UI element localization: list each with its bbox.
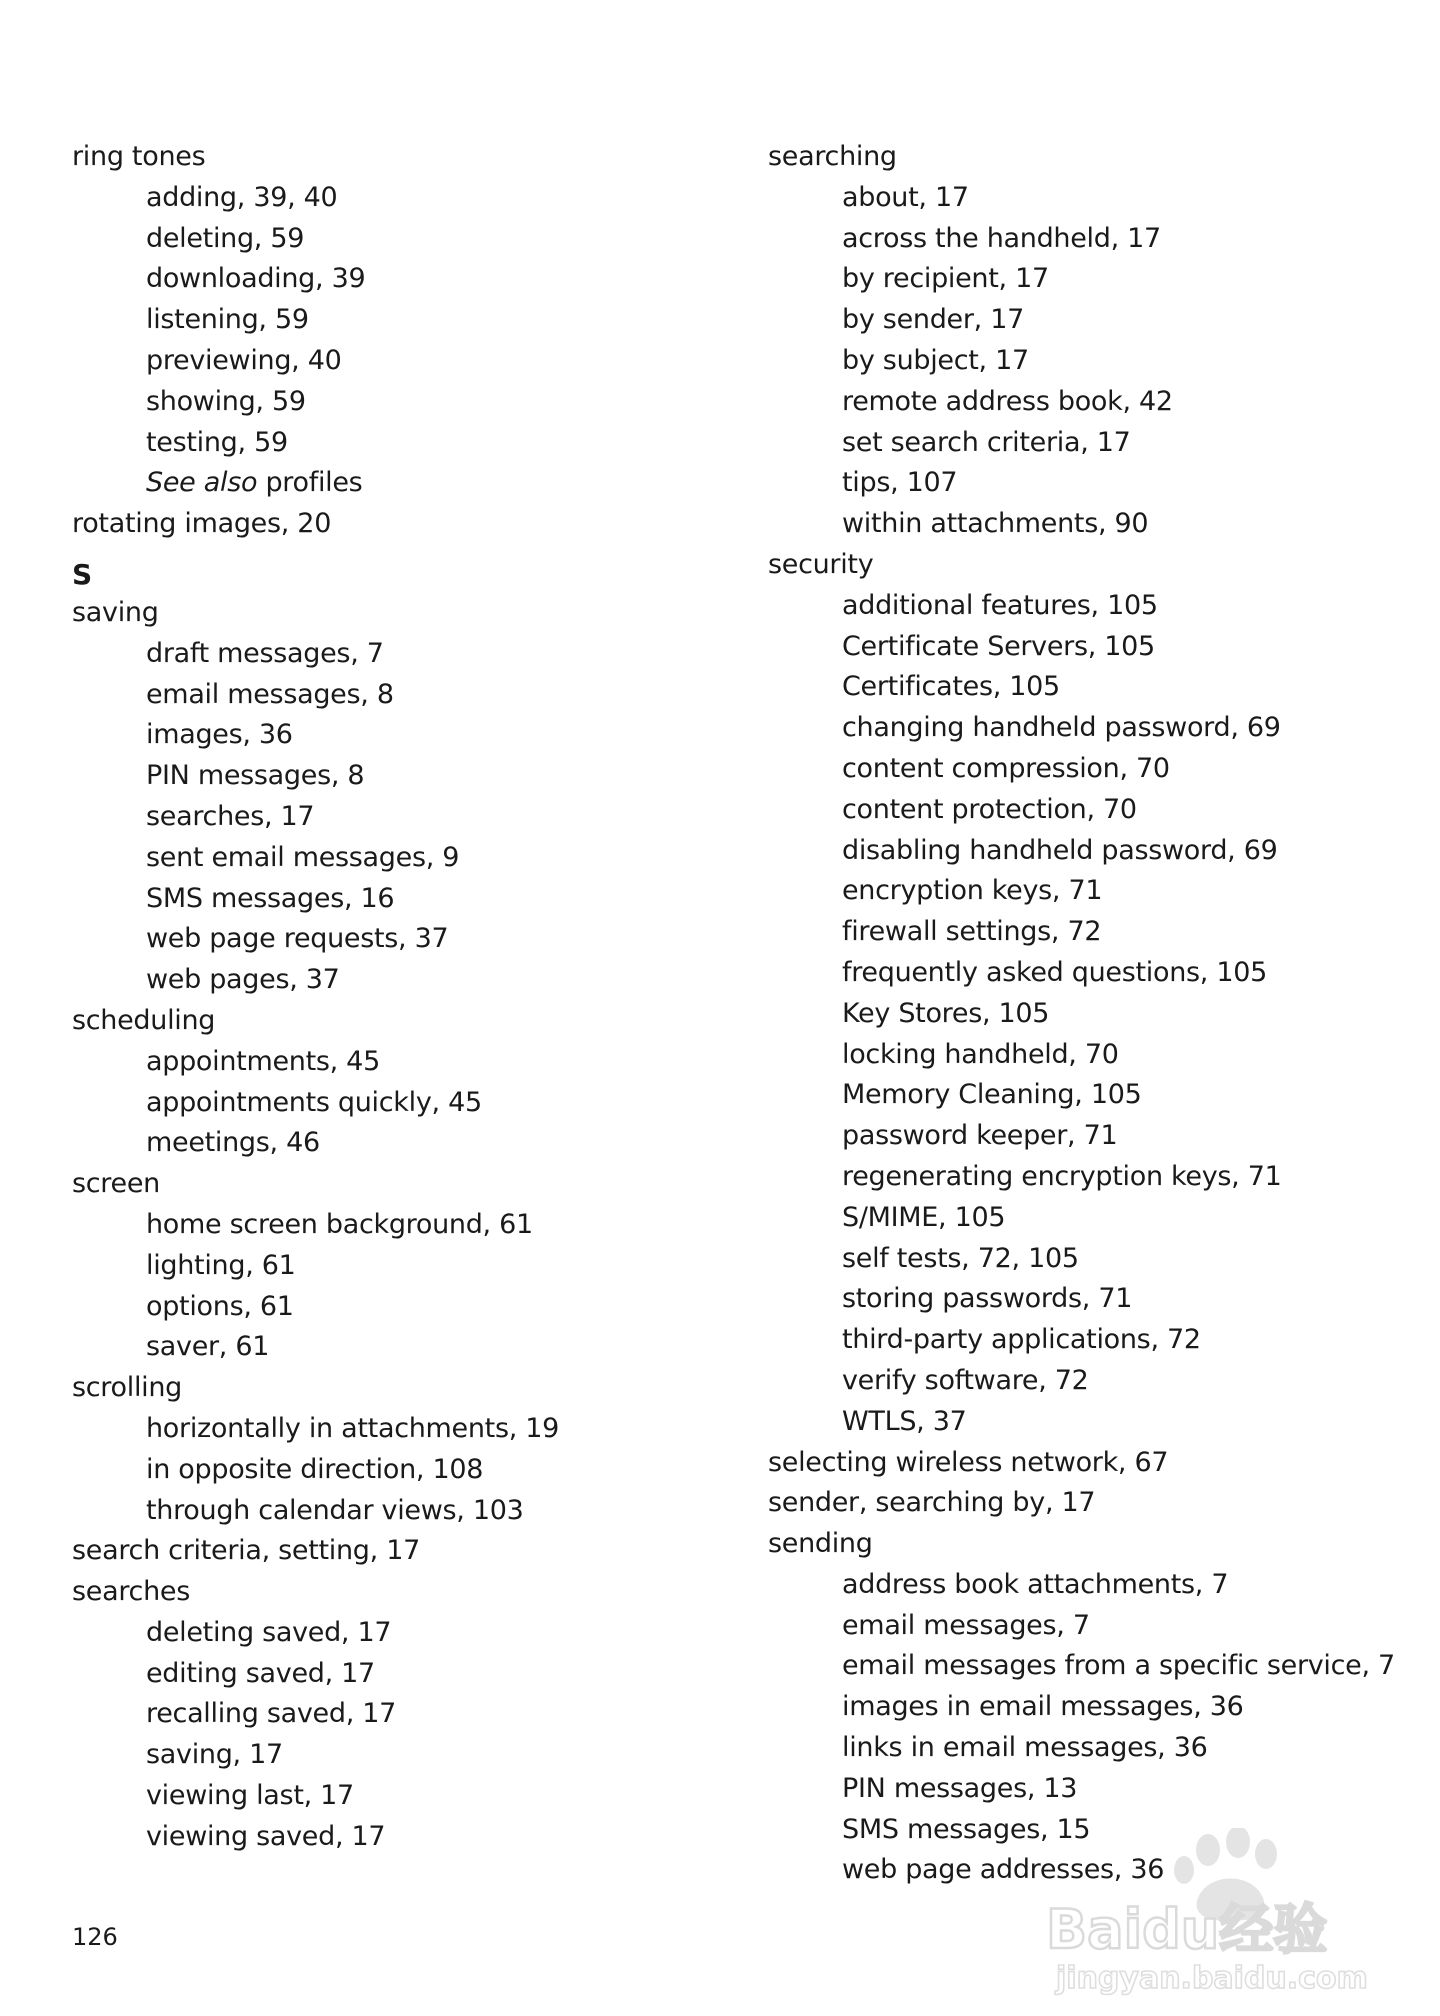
index-subentry-changing-handheld-password-69: changing handheld password, 69 [842, 712, 1281, 744]
index-subentry-recalling-saved-17: recalling saved, 17 [146, 1698, 397, 1730]
index-subentry-testing-59: testing, 59 [146, 426, 288, 458]
index-entry-searches: searches [72, 1576, 190, 1608]
index-subentry-by-sender-17: by sender, 17 [842, 304, 1024, 336]
index-subentry-self-tests-72-105: self tests, 72, 105 [842, 1242, 1079, 1274]
index-subentry-password-keeper-71: password keeper, 71 [842, 1120, 1118, 1152]
index-subentry-email-messages-7: email messages, 7 [842, 1609, 1090, 1641]
index-subentry-certificate-servers-105: Certificate Servers, 105 [842, 630, 1155, 662]
index-subentry-horizontally-in-attachments-19: horizontally in attachments, 19 [146, 1412, 560, 1444]
index-subentry-deleting-saved-17: deleting saved, 17 [146, 1616, 392, 1648]
index-subentry-downloading-39: downloading, 39 [146, 263, 366, 295]
index-entry-sending: sending [768, 1528, 873, 1560]
index-subentry-third-party-applications-72: third-party applications, 72 [842, 1324, 1201, 1356]
see-also-target: profiles [257, 467, 363, 499]
index-subentry-images-36: images, 36 [146, 719, 293, 751]
index-subentry-remote-address-book-42: remote address book, 42 [842, 385, 1173, 417]
index-subentry-about-17: about, 17 [842, 181, 969, 213]
index-column-right [768, 137, 1395, 1891]
index-subentry-web-page-addresses-36: web page addresses, 36 [842, 1854, 1165, 1886]
index-subentry-key-stores-105: Key Stores, 105 [842, 997, 1050, 1029]
baidu-watermark [1038, 1828, 1378, 1996]
index-subentry-showing-59: showing, 59 [146, 385, 306, 417]
index-subentry-storing-passwords-71: storing passwords, 71 [842, 1283, 1133, 1315]
index-column-left [72, 137, 712, 1858]
index-subentry-pin-messages-8: PIN messages, 8 [146, 760, 365, 792]
index-subentry-within-attachments-90: within attachments, 90 [842, 508, 1149, 540]
index-entry-screen: screen [72, 1168, 160, 1200]
index-entry-security: security [768, 548, 874, 580]
index-subentry-address-book-attachments-7: address book attachments, 7 [842, 1568, 1229, 1600]
index-entry-sender-searching-by-17: sender, searching by, 17 [768, 1487, 1096, 1519]
index-subentry-viewing-saved-17: viewing saved, 17 [146, 1820, 386, 1852]
index-subentry-certificates-105: Certificates, 105 [842, 671, 1060, 703]
index-subentry-regenerating-encryption-keys-71: regenerating encryption keys, 71 [842, 1160, 1282, 1192]
index-subentry-saving-17: saving, 17 [146, 1739, 283, 1771]
index-subentry-sms-messages-16: SMS messages, 16 [146, 882, 395, 914]
index-subentry-email-messages-from-a-specific-service-7: email messages from a specific service, 7 [842, 1650, 1395, 1682]
index-subentry-encryption-keys-71: encryption keys, 71 [842, 875, 1103, 907]
index-entry-saving: saving [72, 596, 159, 628]
index-subentry-locking-handheld-70: locking handheld, 70 [842, 1038, 1119, 1070]
index-entry-scrolling: scrolling [72, 1372, 182, 1404]
index-subentry-draft-messages-7: draft messages, 7 [146, 637, 384, 669]
index-subentry-sms-messages-15: SMS messages, 15 [842, 1813, 1091, 1845]
index-subentry-viewing-last-17: viewing last, 17 [146, 1780, 354, 1812]
index-subentry-tips-107: tips, 107 [842, 467, 958, 499]
index-subentry-links-in-email-messages-36: links in email messages, 36 [842, 1732, 1208, 1764]
section-letter: S [72, 557, 93, 591]
page-number: 126 [72, 1923, 118, 1951]
index-entry-rotating-images-20: rotating images, 20 [72, 508, 332, 540]
index-subentry-firewall-settings-72: firewall settings, 72 [842, 916, 1102, 948]
index-subentry-through-calendar-views-103: through calendar views, 103 [146, 1494, 524, 1526]
index-entry-selecting-wireless-network-67: selecting wireless network, 67 [768, 1446, 1169, 1478]
index-subentry-s-mime-105: S/MIME, 105 [842, 1201, 1006, 1233]
index-subentry-saver-61: saver, 61 [146, 1331, 270, 1363]
index-subentry-appointments-quickly-45: appointments quickly, 45 [146, 1086, 482, 1118]
index-subentry-lighting-61: lighting, 61 [146, 1249, 296, 1281]
index-subentry-frequently-asked-questions-105: frequently asked questions, 105 [842, 956, 1267, 988]
watermark-url: jingyan.baidu.com [1056, 1961, 1368, 1996]
index-subentry-pin-messages-13: PIN messages, 13 [842, 1772, 1078, 1804]
index-entry-search-criteria-setting-17: search criteria, setting, 17 [72, 1535, 420, 1567]
index-subentry-verify-software-72: verify software, 72 [842, 1364, 1089, 1396]
index-subentry-in-opposite-direction-108: in opposite direction, 108 [146, 1453, 484, 1485]
index-subentry-listening-59: listening, 59 [146, 304, 309, 336]
index-subentry-editing-saved-17: editing saved, 17 [146, 1657, 375, 1689]
index-entry-scheduling: scheduling [72, 1004, 216, 1036]
index-subentry-sent-email-messages-9: sent email messages, 9 [146, 841, 460, 873]
index-subentry-by-subject-17: by subject, 17 [842, 344, 1029, 376]
index-entry-ring-tones: ring tones [72, 141, 206, 172]
index-subentry-additional-features-105: additional features, 105 [842, 589, 1158, 621]
index-see-also [72, 463, 712, 504]
index-subentry-deleting-59: deleting, 59 [146, 222, 305, 254]
index-subentry-by-recipient-17: by recipient, 17 [842, 263, 1049, 295]
index-subentry-adding-39-40: adding, 39, 40 [146, 181, 338, 213]
index-subentry-meetings-46: meetings, 46 [146, 1127, 320, 1159]
index-subentry-set-search-criteria-17: set search criteria, 17 [842, 426, 1131, 458]
index-subentry-images-in-email-messages-36: images in email messages, 36 [842, 1691, 1244, 1723]
watermark-brand: Baidu经验 [1046, 1898, 1328, 1961]
index-subentry-web-pages-37: web pages, 37 [146, 964, 340, 996]
index-subentry-searches-17: searches, 17 [146, 800, 315, 832]
see-also-label: See also [146, 467, 258, 499]
index-subentry-home-screen-background-61: home screen background, 61 [146, 1208, 533, 1240]
index-subentry-memory-cleaning-105: Memory Cleaning, 105 [842, 1079, 1142, 1111]
index-subentry-appointments-45: appointments, 45 [146, 1045, 380, 1077]
index-subentry-content-compression-70: content compression, 70 [842, 752, 1170, 784]
index-subentry-web-page-requests-37: web page requests, 37 [146, 923, 449, 955]
index-subentry-previewing-40: previewing, 40 [146, 344, 342, 376]
index-subentry-options-61: options, 61 [146, 1290, 294, 1322]
index-subentry-email-messages-8: email messages, 8 [146, 678, 394, 710]
index-subentry-across-the-handheld-17: across the handheld, 17 [842, 222, 1161, 254]
index-entry-searching: searching [768, 141, 897, 172]
index-subentry-wtls-37: WTLS, 37 [842, 1405, 967, 1437]
index-subentry-disabling-handheld-password-69: disabling handheld password, 69 [842, 834, 1278, 866]
index-subentry-content-protection-70: content protection, 70 [842, 793, 1137, 825]
